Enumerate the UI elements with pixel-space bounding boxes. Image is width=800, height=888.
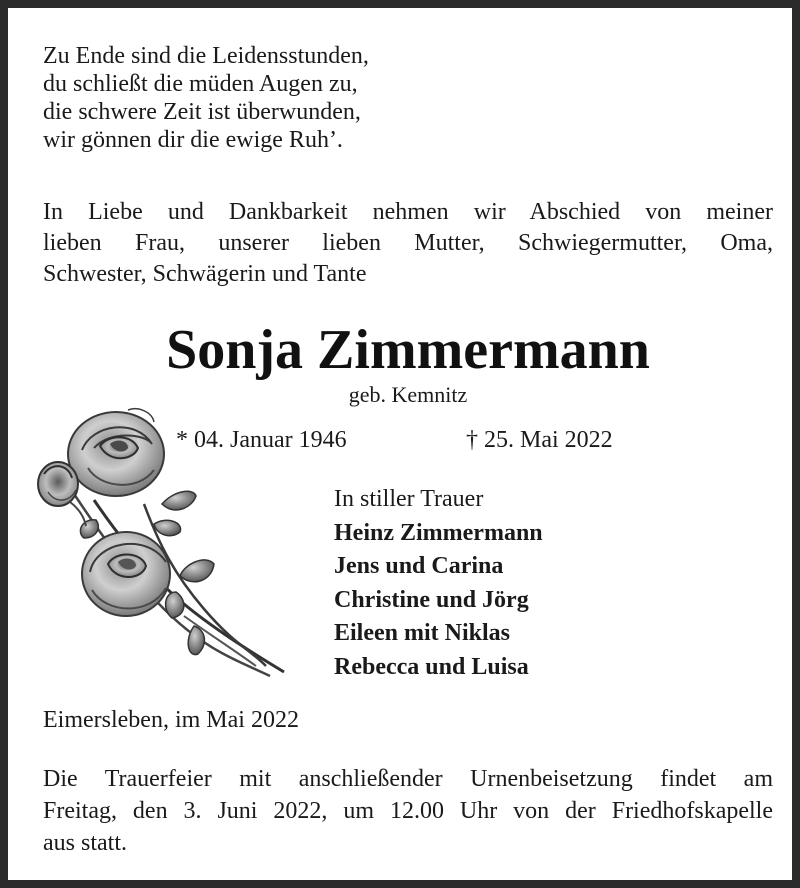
mourner-name: Christine und Jörg: [334, 586, 529, 613]
top-rose: [68, 409, 164, 496]
death-date: † 25. Mai 2022: [466, 427, 613, 453]
poem-line: Zu Ende sind die Leidensstunden,: [43, 43, 369, 69]
mourner-name: Rebecca und Luisa: [334, 653, 529, 680]
ceremony-line: aus statt.: [43, 830, 127, 856]
roses-icon: [34, 404, 298, 680]
bottom-rose: [82, 532, 170, 616]
ceremony-line: Freitag, den 3. Juni 2022, um 12.00 Uhr von der Friedhofskapelle: [43, 798, 773, 824]
poem-line: die schwere Zeit ist überwunden,: [43, 99, 361, 125]
deceased-name: Sonja Zimmermann: [166, 319, 650, 381]
mourner-name: Eileen mit Niklas: [334, 620, 511, 646]
mourner-name: Heinz Zimmermann: [334, 519, 543, 546]
ceremony-paragraph: [43, 763, 773, 859]
poem: [43, 42, 369, 154]
maiden-name: geb. Kemnitz: [348, 382, 468, 407]
intro-line: Schwester, Schwägerin und Tante: [43, 261, 367, 287]
intro-line: lieben Frau, unserer lieben Mutter, Schwiegermutter, Oma,: [43, 230, 773, 256]
mourner-name: Jens und Carina: [334, 553, 504, 579]
ceremony-line: Die Trauerfeier mit anschließender Urnenbeisetzung findet am: [43, 766, 773, 792]
intro-paragraph: [43, 197, 773, 290]
mourners-intro: In stiller Trauer: [334, 486, 484, 512]
mourners-block: [334, 483, 543, 684]
birth-date: * 04. Januar 1946: [176, 427, 347, 453]
poem-line: wir gönnen dir die ewige Ruh’.: [43, 127, 343, 153]
place-date: Eimersleben, im Mai 2022: [43, 707, 299, 733]
poem-line: du schließt die müden Augen zu,: [43, 71, 358, 97]
intro-line: In Liebe und Dankbarkeit nehmen wir Abschied von meiner: [43, 199, 773, 225]
